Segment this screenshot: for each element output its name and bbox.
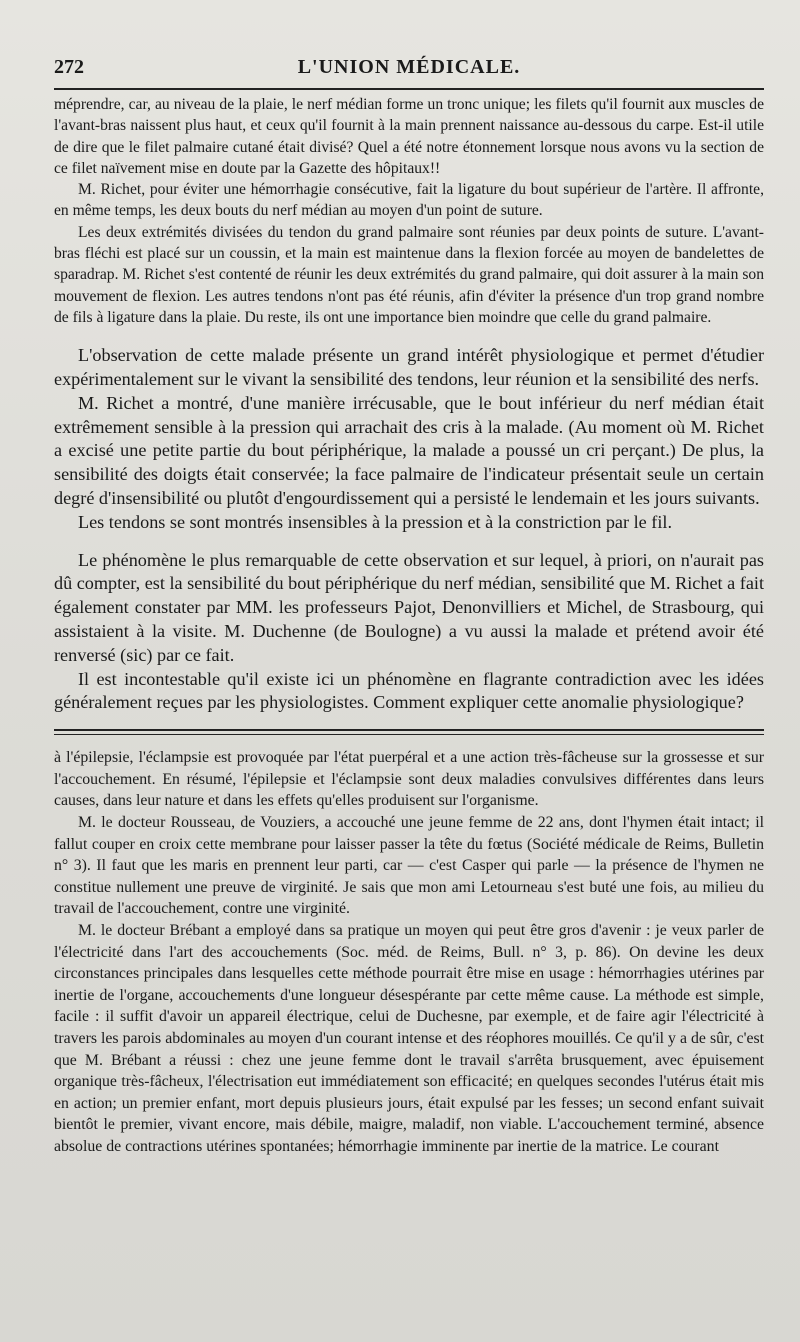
paragraph: M. Richet, pour éviter une hémorrhagie consécutive, fait la ligature du bout supérieur de l'artère. Il affronte, en même temps, les deux bouts du nerf médian au moyen d'un point de suture. [54,181,764,220]
section-divider [54,729,764,735]
paragraph: M. le docteur Rousseau, de Vouziers, a accouché une jeune femme de 22 ans, dont l'hymen était intact; il fallut couper en croix cette membrane pour laisser passer la tête du fœtus (Société médicale de Reims, Bulletin n° 3). Il faut que les maris en prennent leur parti, car — c'est Casper qui parle — la présence de l'hymen ne constitue nullement une preuve de virginité. Je sais que mon ami Letourneau s'est buté une fois, au milieu du travail de l'accouchement, contre une virginité. [54,814,764,918]
page-number: 272 [54,56,84,78]
paragraph: Les tendons se sont montrés insensibles à la pression et à la constriction par le fil. [78,511,672,532]
paragraph: Le phénomène le plus remarquable de cette observation et sur lequel, à priori, on n'aurait pas dû compter, est la sensibilité du bout périphérique du nerf médian, sensibilité que M. Richet a fait également constater par MM. les professeurs Pajot, Denonvilliers et Michel, de Strasbourg, qui assistaient à la visite. M. Duchenne (de Boulogne) a vu aussi la malade et prétend avoir été renversé (sic) par ce fait. [54,549,764,665]
paragraph: à l'épilepsie, l'éclampsie est provoquée par l'état puerpéral et a une action très-fâcheuse sur la grossesse et sur l'accouchement. En résumé, l'épilepsie et l'éclampsie sont deux maladies convulsives différentes dans leurs causes, dans leur nature et dans les effets qu'elles produisent sur l'organisme. [54,749,764,810]
paragraph: M. le docteur Brébant a employé dans sa pratique un moyen qui peut être gros d'avenir : je veux parler de l'électricité dans l'art des accouchements (Soc. méd. de Reims, Bull. n° 3, p. 86). On devine les deux circonstances principales dans lesquelles cette méthode pourrait être mise en usage : hémorrhagies utérines par inertie de l'organe, accouchements d'une longueur désespérante par cette même cause. La méthode est simple, facile : il suffit d'avoir un appareil électrique, celui de Duchesne, par exemple, et de faire agir l'électricité à travers les parois abdominales au moyen d'un courant intense et des réophores mouillés. Ce qu'il y a de sûr, c'est que M. Brébant a réussi : chez une jeune femme dont le travail s'arrêta brusquement, avec épuisement organique très-fâcheux, l'électrisation eut immédiatement son efficacité; en quelques secondes l'utérus était mis en action; un premier enfant, mort depuis plusieurs jours, était expulsé par les fesses; un second enfant suivait bientôt le premier, vivant encore, mais débile, maigre, maladif, non viable. L'accouchement terminé, absence absolue de contractions utérines spontanées; hémorrhagie imminente par inertie de la matrice. Le courant [54,921,764,1155]
paragraph: méprendre, car, au niveau de la plaie, le nerf médian forme un tronc unique; les filets qu'il fournit aux muscles de l'avant-bras naissent plus haut, et ceux qu'il fournit à la main prennent naissance au-dessous du carpe. Est-il utile de dire que le filet palmaire cutané était divisé? Quel a été notre étonnement lorsque nous avons vu la section de ce filet naïvement mise en doute par la Gazette des hôpitaux!! [54,96,764,177]
section-bottom-feuilleton [54,747,764,1157]
header-rule [54,88,764,90]
running-head [54,50,764,84]
section-main-text [54,344,764,715]
paragraph: M. Richet a montré, d'une manière irrécusable, que le bout inférieur du nerf médian était extrêmement sensible à la pression qui arrachait des cris à la malade. (Au moment où M. Richet a excisé une petite partie du bout périphérique, la malade a poussé un cri perçant.) De plus, la sensibilité des doigts était conservée; la face palmaire de l'indicateur présentait seule un certain degré d'insensibilité ou plutôt d'engourdissement qui a persisté le lendemain et les jours suivants. [54,392,764,509]
paragraph: Il est incontestable qu'il existe ici un phénomène en flagrante contradiction avec les idées généralement reçues par les physiologistes. Comment expliquer cette anomalie physiologique? [54,668,764,713]
journal-title: L'UNION MÉDICALE. [297,56,521,78]
paragraph: Les deux extrémités divisées du tendon du grand palmaire sont réunies par deux points de suture. L'avant-bras fléchi est placé sur un coussin, et la main est maintenue dans la flexion forcée au moyen de bandelettes de sparadrap. M. Richet s'est contenté de réunir les deux extrémités du grand palmaire, qui doit assurer à la main son mouvement de flexion. Les autres tendons n'ont pas été réunis, afin d'éviter la présence d'un trop grand nombre de fils à ligature dans la plaie. Du reste, ils ont une importance bien moindre que celle du grand palmaire. [54,223,764,326]
section-top-small-print [54,94,764,328]
paragraph: L'observation de cette malade présente un grand intérêt physiologique et permet d'étudier expérimentalement sur le vivant la sensibilité des tendons, leur réunion et la sensibilité des nerfs. [54,345,764,390]
